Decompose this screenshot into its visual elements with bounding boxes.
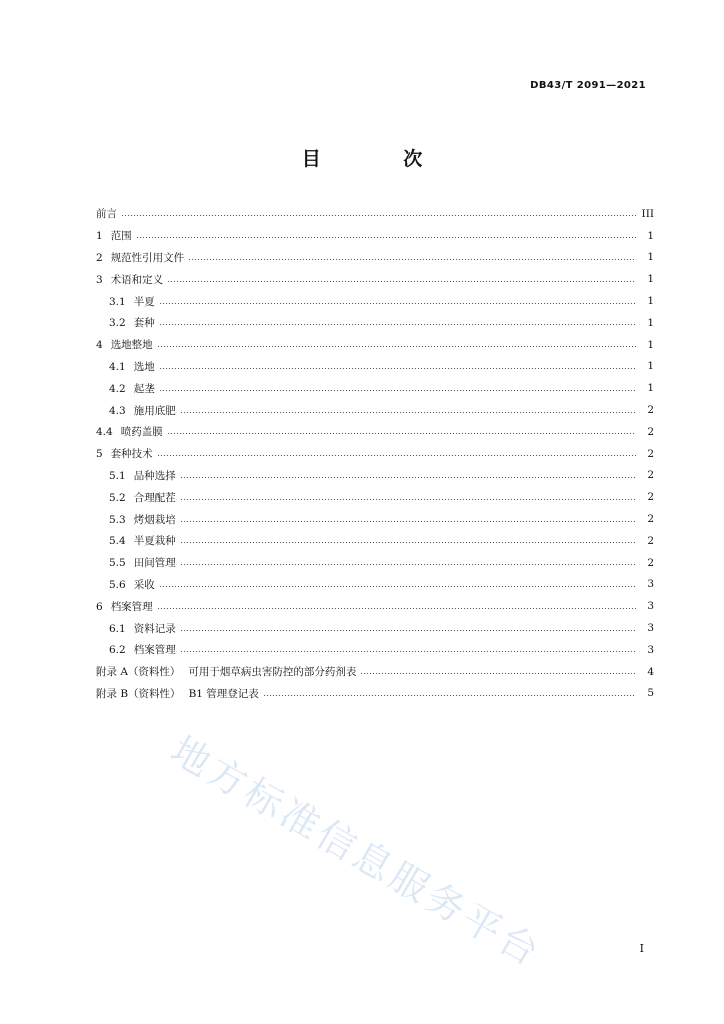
watermark: 地方标准信息服务平台: [163, 727, 550, 976]
toc-entry[interactable]: [96, 334, 654, 356]
standard-code: DB43/T 2091—2021: [530, 80, 646, 91]
dot-leader: [188, 259, 636, 260]
toc-entry-page: 2: [647, 469, 654, 482]
toc-entry-text: 术语和定义: [110, 273, 164, 286]
toc-entry[interactable]: [96, 595, 654, 617]
toc-entry-label: [96, 250, 186, 265]
toc-entry[interactable]: [96, 421, 654, 443]
toc-entry[interactable]: [96, 312, 654, 334]
toc-entry-text: 档案管理: [110, 600, 153, 613]
toc-entry-page: 2: [647, 404, 654, 417]
dot-leader: [157, 455, 636, 456]
toc-entry[interactable]: [96, 399, 654, 421]
toc-entry[interactable]: [96, 508, 654, 530]
toc-entry[interactable]: [96, 530, 654, 552]
toc-entry-text: 可用于烟草病虫害防控的部分药剂表: [188, 666, 357, 679]
toc-entry[interactable]: [96, 268, 654, 290]
toc-entry-label: [109, 555, 178, 570]
toc-entry-number: 3.2: [109, 317, 126, 330]
toc-entry-text: 田间管理: [133, 557, 176, 570]
toc-entry-number: 5.2: [109, 491, 126, 504]
toc-entry-page: 2: [647, 425, 654, 438]
toc-entry-page: III: [641, 207, 654, 220]
toc-entry[interactable]: [96, 639, 654, 661]
toc-entry-label: [96, 686, 261, 701]
toc-entry-number: 6.2: [109, 644, 126, 657]
toc-entry-label: [109, 642, 178, 657]
toc-entry-text: 品种选择: [133, 469, 176, 482]
toc-entry-number: 5.5: [109, 557, 126, 570]
toc-entry-page: 2: [647, 534, 654, 547]
toc-entry-text: 选地: [133, 360, 155, 373]
toc-entry-text: 半夏栽种: [133, 535, 176, 548]
toc-entry-number: 5.3: [109, 513, 126, 526]
toc-entry-label: [96, 664, 358, 679]
toc-entry-label: [109, 403, 178, 418]
toc-entry-label: [109, 512, 178, 527]
toc-entry-page: 1: [647, 273, 654, 286]
dot-leader: [360, 673, 636, 674]
toc-entry-page: 2: [647, 556, 654, 569]
toc-entry-text: 施用底肥: [133, 404, 176, 417]
dot-leader: [180, 412, 636, 413]
toc-entry-label: [96, 337, 155, 352]
dot-leader: [159, 368, 636, 369]
toc-entry-number: 3: [96, 273, 103, 286]
toc-entry-label: [96, 446, 155, 461]
toc-entry[interactable]: [96, 356, 654, 378]
toc-entry[interactable]: [96, 465, 654, 487]
toc-entry-text: 规范性引用文件: [110, 251, 185, 264]
toc-entry-label: [109, 490, 178, 505]
toc-entry-page: 1: [647, 338, 654, 351]
toc-entry-label: [109, 577, 157, 592]
toc-entry-label: [109, 533, 178, 548]
toc-entry-number: 3.1: [109, 295, 126, 308]
dot-leader: [180, 564, 636, 565]
toc-entry[interactable]: [96, 225, 654, 247]
toc-entry[interactable]: [96, 552, 654, 574]
toc-entry-text: 烤烟栽培: [133, 513, 176, 526]
dot-leader: [157, 346, 636, 347]
toc-entry-page: 3: [647, 600, 654, 613]
toc-entry-text: 套种: [133, 317, 155, 330]
toc-entry[interactable]: [96, 661, 654, 683]
toc-entry-text: 前言: [96, 208, 117, 221]
toc-entry-number: 4.1: [109, 360, 126, 373]
toc-entry-text: 起垄: [133, 382, 155, 395]
toc-entry-text: 档案管理: [133, 644, 176, 657]
dot-leader: [180, 651, 636, 652]
toc-entry-text: 选地整地: [110, 339, 153, 352]
toc-entry-number: 4: [96, 339, 103, 352]
toc-entry-page: 5: [647, 687, 654, 700]
toc-entry[interactable]: [96, 574, 654, 596]
toc-entry-label: [96, 424, 165, 439]
toc-title: 目 次: [301, 148, 461, 170]
dot-leader: [180, 499, 636, 500]
toc-entry-number: 6: [96, 600, 103, 613]
toc-entry-number: 1: [96, 230, 103, 243]
dot-leader: [180, 521, 636, 522]
toc-entry-text: B1 管理登记表: [188, 687, 259, 700]
toc-entry-page: 2: [647, 491, 654, 504]
toc-entry-label: [96, 206, 119, 221]
toc-entry-page: 2: [647, 447, 654, 460]
toc-entry-number: 附录 A（资料性）: [96, 666, 181, 679]
dot-leader: [121, 215, 636, 216]
toc-entry-label: [109, 294, 157, 309]
toc-entry-number: 2: [96, 251, 103, 264]
toc-entry-text: 资料记录: [133, 622, 176, 635]
toc-entry-page: 1: [647, 229, 654, 242]
dot-leader: [263, 695, 636, 696]
dot-leader: [167, 281, 636, 282]
toc-entry-label: [109, 315, 157, 330]
toc-entry-page: 1: [647, 251, 654, 264]
toc-entry[interactable]: [96, 617, 654, 639]
toc-entry-label: [96, 272, 165, 287]
dot-leader: [180, 542, 636, 543]
dot-leader: [180, 630, 636, 631]
toc-entry-page: 1: [647, 295, 654, 308]
dot-leader: [159, 303, 636, 304]
dot-leader: [167, 433, 636, 434]
toc-entry[interactable]: [96, 290, 654, 312]
toc-entry-text: 喷药盖膜: [120, 426, 163, 439]
toc-entry-page: 3: [647, 578, 654, 591]
toc-entry-page: 1: [647, 360, 654, 373]
toc-entry[interactable]: [96, 377, 654, 399]
toc-entry-page: 3: [647, 622, 654, 635]
toc-entry-number: 附录 B（资料性）: [96, 687, 181, 700]
dot-leader: [159, 324, 636, 325]
toc-entry-number: 4.4: [96, 426, 113, 439]
toc-entry-text: 范围: [110, 230, 132, 243]
toc-entry-page: 1: [647, 316, 654, 329]
toc-entry-page: 3: [647, 643, 654, 656]
dot-leader: [136, 237, 636, 238]
toc-entry-number: 5.1: [109, 469, 126, 482]
page-number: I: [639, 942, 644, 955]
dot-leader: [159, 390, 636, 391]
toc-entry-number: 5.6: [109, 578, 126, 591]
toc-entry-text: 采收: [133, 578, 155, 591]
toc-entry-text: 合理配茬: [133, 491, 176, 504]
toc-entry[interactable]: [96, 486, 654, 508]
toc-entry-label: [109, 621, 178, 636]
toc-entry-number: 5: [96, 448, 103, 461]
toc-entry-text: 套种技术: [110, 448, 153, 461]
toc-entry[interactable]: [96, 203, 654, 225]
toc-entry-number: 4.2: [109, 382, 126, 395]
toc-entry-page: 1: [647, 382, 654, 395]
toc-entry[interactable]: [96, 247, 654, 269]
table-of-contents: [96, 203, 654, 704]
toc-entry-label: [109, 359, 157, 374]
toc-entry-label: [96, 228, 134, 243]
toc-entry-number: 6.1: [109, 622, 126, 635]
toc-entry-text: 半夏: [133, 295, 155, 308]
toc-entry[interactable]: [96, 683, 654, 705]
dot-leader: [157, 608, 636, 609]
toc-entry-label: [109, 381, 157, 396]
dot-leader: [180, 477, 636, 478]
toc-entry-page: 4: [647, 665, 654, 678]
dot-leader: [159, 586, 636, 587]
toc-entry-number: 4.3: [109, 404, 126, 417]
toc-entry-label: [109, 468, 178, 483]
toc-entry[interactable]: [96, 443, 654, 465]
toc-entry-page: 2: [647, 513, 654, 526]
toc-entry-label: [96, 599, 155, 614]
toc-entry-number: 5.4: [109, 535, 126, 548]
